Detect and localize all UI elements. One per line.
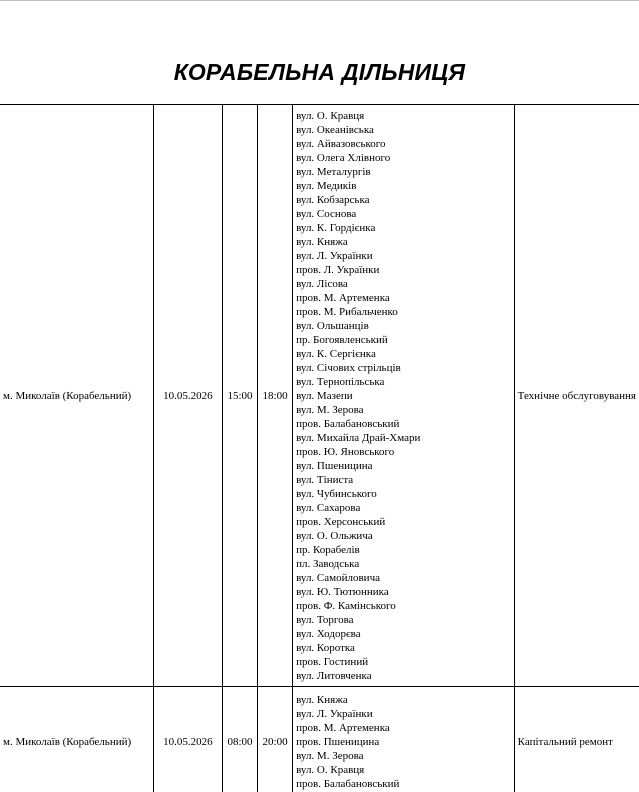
street-item: вул. Княжа <box>296 693 348 706</box>
street-item: вул. Металургів <box>296 165 371 178</box>
street-list <box>296 109 511 683</box>
street-item: пров. Балабановський <box>296 777 400 790</box>
street-item: вул. М. Зерова <box>296 403 364 416</box>
street-item: пров. Ф. Камінського <box>296 599 396 612</box>
street-item: пров. Херсонський <box>296 515 386 528</box>
street-item: вул. Ходорєва <box>296 627 361 640</box>
end-time-cell: 18:00 <box>258 105 293 687</box>
street-item: вул. М. Зерова <box>296 749 364 762</box>
street-item: вул. Княжа <box>296 235 348 248</box>
street-item: вул. Михайла Драй-Хмари <box>296 431 421 444</box>
end-time-cell: 20:00 <box>258 687 293 792</box>
street-item: пров. Л. Українки <box>296 263 380 276</box>
street-item: вул. Л. Українки <box>296 707 373 720</box>
street-item: вул. Ольшанців <box>296 319 369 332</box>
street-item: пр. Богоявленський <box>296 333 388 346</box>
city-cell: м. Миколаїв (Корабельний) <box>0 105 153 687</box>
street-item: пров. Балабановський <box>296 417 400 430</box>
outage-table <box>0 104 639 792</box>
date-cell: 10.05.2026 <box>153 687 222 792</box>
street-item: вул. Соснова <box>296 207 357 220</box>
street-item: вул. О. Кравця <box>296 109 365 122</box>
street-item: вул. Кобзарська <box>296 193 370 206</box>
street-item: вул. Океанівська <box>296 123 374 136</box>
street-item: вул. О. Ольжича <box>296 529 373 542</box>
street-item: вул. Коротка <box>296 641 355 654</box>
street-item: вул. Медиків <box>296 179 357 192</box>
street-item: вул. Тiниста <box>296 473 354 486</box>
street-item: вул. Сахарова <box>296 501 361 514</box>
street-item: пров. Ю. Яновського <box>296 445 395 458</box>
street-item: вул. Айвазовського <box>296 137 386 150</box>
street-item: вул. Л. Українки <box>296 249 373 262</box>
page-title: КОРАБЕЛЬНА ДІЛЬНИЦЯ <box>173 59 466 85</box>
table-row <box>0 105 639 687</box>
street-item: вул. Олега Хлівного <box>296 151 391 164</box>
street-item: вул. Лісова <box>296 277 348 290</box>
date-cell: 10.05.2026 <box>153 105 222 687</box>
street-list <box>296 693 511 791</box>
street-item: вул. Ю. Тютюнника <box>296 585 389 598</box>
streets-cell <box>293 105 515 687</box>
street-item: вул. Торгова <box>296 613 354 626</box>
street-item: вул. Чубинського <box>296 487 377 500</box>
street-item: вул. К. Сергієнка <box>296 347 376 360</box>
streets-cell <box>293 687 515 792</box>
street-item: вул. Самойловича <box>296 571 380 584</box>
street-item: вул. К. Гордієнка <box>296 221 376 234</box>
start-time-cell: 08:00 <box>222 687 257 792</box>
start-time-cell: 15:00 <box>222 105 257 687</box>
street-item: пров. М. Артеменка <box>296 291 390 304</box>
work-type-cell: Технічне обслуговування <box>514 105 639 687</box>
street-item: пров. Гостиний <box>296 655 369 668</box>
street-item: пров. Пшеницина <box>296 735 380 748</box>
street-item: пров. М. Рибальченко <box>296 305 398 318</box>
work-type-cell: Капітальний ремонт <box>514 687 639 792</box>
street-item: вул. Пшеницина <box>296 459 373 472</box>
city-cell: м. Миколаїв (Корабельний) <box>0 687 153 792</box>
street-item: вул. Тернопільська <box>296 375 385 388</box>
street-item: вул. Мазепи <box>296 389 353 402</box>
street-item: пров. М. Артеменка <box>296 721 390 734</box>
table-row <box>0 687 639 792</box>
street-item: пл. Заводська <box>296 557 360 570</box>
street-item: вул. О. Кравця <box>296 763 365 776</box>
street-item: вул. Січових стрільців <box>296 361 401 374</box>
street-item: вул. Литовченка <box>296 669 372 682</box>
street-item: пр. Корабелів <box>296 543 360 556</box>
